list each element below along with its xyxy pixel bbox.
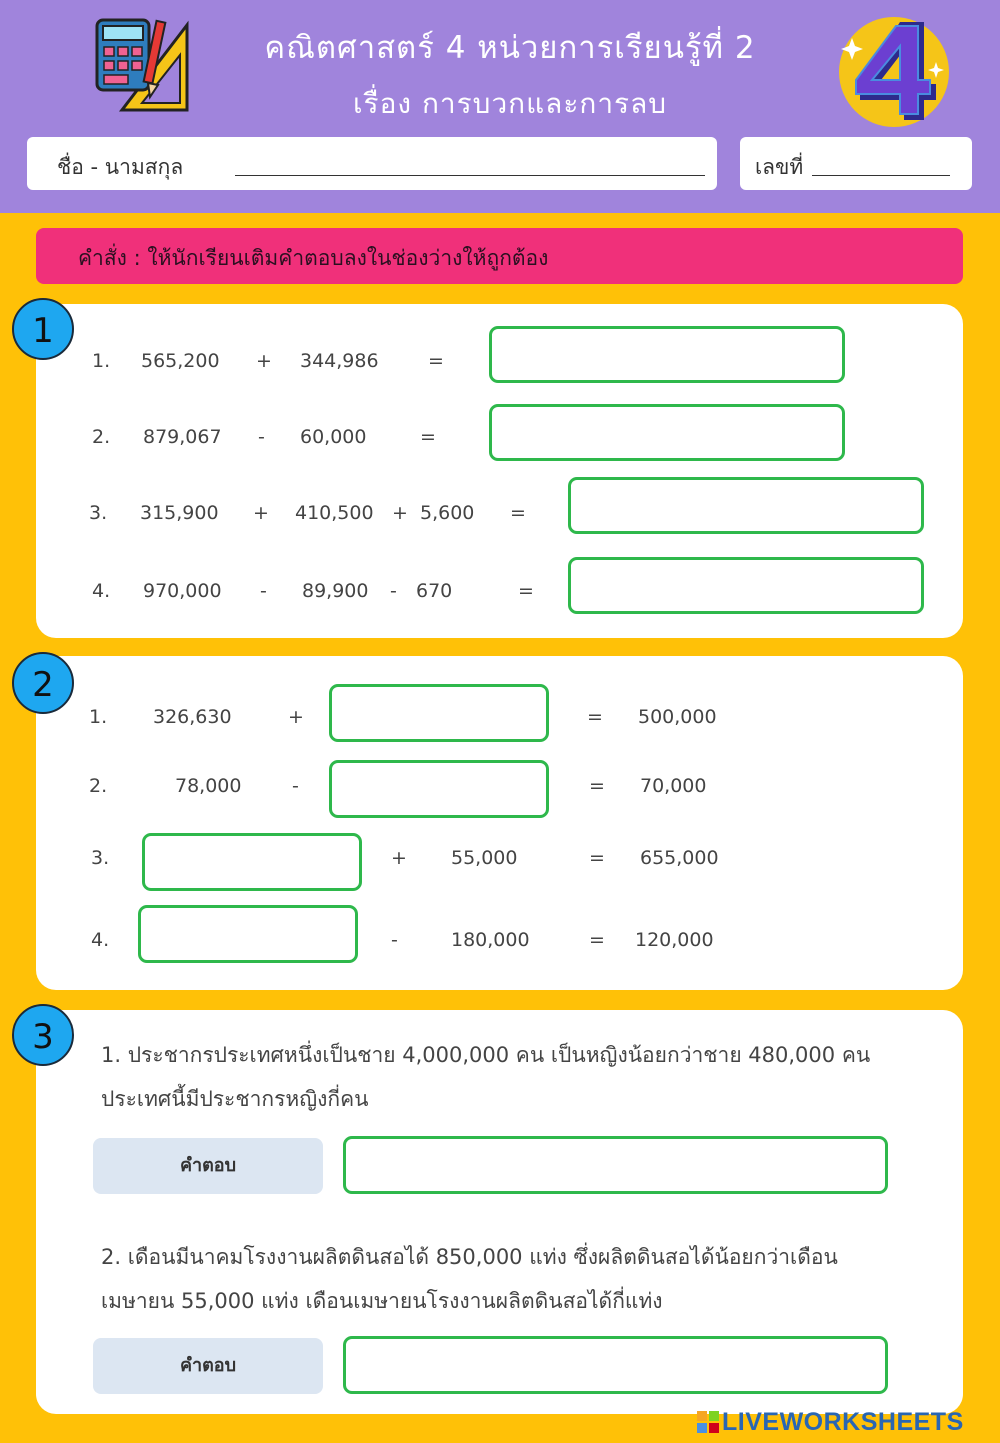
- q1-operand-b: 344,986: [300, 350, 379, 372]
- s2-q2-operator: -: [292, 775, 299, 797]
- section-2-badge: 2: [12, 652, 74, 714]
- liveworksheets-logo-icon: [697, 1411, 719, 1433]
- s2-q2-answer-input[interactable]: [329, 760, 549, 818]
- q1-operator: +: [256, 350, 272, 372]
- instruction-text: คำสั่ง : ให้นักเรียนเติมคำตอบลงในช่องว่างให้ถูกต้อง: [78, 246, 549, 270]
- q2-answer-input[interactable]: [489, 404, 845, 461]
- q1-equals: =: [428, 350, 444, 372]
- worksheet-title: คณิตศาสตร์ 4 หน่วยการเรียนรู้ที่ 2: [264, 30, 756, 66]
- worksheet-subtitle: เรื่อง การบวกและการลบ: [352, 87, 668, 120]
- answer-label-2: คำตอบ: [93, 1338, 323, 1394]
- s2-q4-result: 120,000: [635, 929, 714, 951]
- s2-q1-equals: =: [587, 706, 603, 728]
- liveworksheets-watermark[interactable]: [697, 1408, 964, 1437]
- q2-number: 2.: [92, 426, 111, 448]
- s2-q3-number: 3.: [91, 847, 110, 869]
- word-problem-2-answer-input[interactable]: [343, 1336, 888, 1394]
- name-label: ชื่อ - นามสกุล: [57, 155, 184, 179]
- number-four-badge-icon: [838, 16, 950, 128]
- section-2-card: [36, 656, 963, 990]
- s2-q1-answer-input[interactable]: [329, 684, 549, 742]
- q2-equals: =: [420, 426, 436, 448]
- s2-q4-operator: -: [391, 929, 398, 951]
- number-label: เลขที่: [755, 155, 804, 179]
- q3-operand-b: 410,500: [295, 502, 374, 524]
- s2-q2-operand-a: 78,000: [175, 775, 242, 797]
- student-number-field[interactable]: [740, 137, 972, 190]
- q4-answer-input[interactable]: [568, 557, 924, 614]
- s2-q3-result: 655,000: [640, 847, 719, 869]
- q4-operand-b: 89,900: [302, 580, 369, 602]
- number-line: [812, 175, 950, 176]
- s2-q2-result: 70,000: [640, 775, 707, 797]
- q3-answer-input[interactable]: [568, 477, 924, 534]
- q2-operator: -: [258, 426, 265, 448]
- word-problem-1-answer-input[interactable]: [343, 1136, 888, 1194]
- s2-q3-answer-input[interactable]: [142, 833, 362, 891]
- q1-answer-input[interactable]: [489, 326, 845, 383]
- q4-number: 4.: [92, 580, 111, 602]
- word-problem-1-line-2: ประเทศนี้มีประชากรหญิงกี่คน: [101, 1087, 369, 1111]
- q2-operand-b: 60,000: [300, 426, 367, 448]
- word-problem-2-line-2: เมษายน 55,000 แท่ง เดือนเมษายนโรงงานผลิตดินสอได้กี่แท่ง: [101, 1289, 663, 1313]
- s2-q2-equals: =: [589, 775, 605, 797]
- q4-operand-c: 670: [416, 580, 453, 602]
- s2-q1-number: 1.: [89, 706, 108, 728]
- section-1-card: [36, 304, 963, 638]
- q3-operator-2: +: [392, 502, 408, 524]
- s2-q4-answer-input[interactable]: [138, 905, 358, 963]
- q3-number: 3.: [89, 502, 108, 524]
- q3-operand-a: 315,900: [140, 502, 219, 524]
- watermark-text: LIVEWORKSHEETS: [722, 1408, 964, 1436]
- name-line: [235, 175, 705, 176]
- calculator-ruler-pencil-icon: [92, 15, 192, 115]
- s2-q4-number: 4.: [91, 929, 110, 951]
- header: [0, 0, 1000, 213]
- s2-q3-equals: =: [589, 847, 605, 869]
- s2-q1-operand-a: 326,630: [153, 706, 232, 728]
- q4-operator-1: -: [260, 580, 267, 602]
- q4-operator-2: -: [390, 580, 397, 602]
- name-field[interactable]: [27, 137, 717, 190]
- answer-label-1: คำตอบ: [93, 1138, 323, 1194]
- q3-operator-1: +: [253, 502, 269, 524]
- section-1-badge: 1: [12, 298, 74, 360]
- s2-q3-operand-b: 55,000: [451, 847, 518, 869]
- s2-q1-result: 500,000: [638, 706, 717, 728]
- q4-equals: =: [518, 580, 534, 602]
- s2-q3-operator: +: [391, 847, 407, 869]
- q4-operand-a: 970,000: [143, 580, 222, 602]
- q3-equals: =: [510, 502, 526, 524]
- q3-operand-c: 5,600: [420, 502, 475, 524]
- word-problem-1-line-1: 1. ประชากรประเทศหนึ่งเป็นชาย 4,000,000 คน เป็นหญิงน้อยกว่าชาย 480,000 คน: [101, 1043, 871, 1067]
- instruction-banner: [36, 228, 963, 284]
- s2-q4-equals: =: [589, 929, 605, 951]
- q1-number: 1.: [92, 350, 111, 372]
- section-3-card: [36, 1010, 963, 1414]
- section-3-badge: 3: [12, 1004, 74, 1066]
- s2-q4-operand-b: 180,000: [451, 929, 530, 951]
- q1-operand-a: 565,200: [141, 350, 220, 372]
- word-problem-2-line-1: 2. เดือนมีนาคมโรงงานผลิตดินสอได้ 850,000 แท่ง ซึ่งผลิตดินสอได้น้อยกว่าเดือน: [101, 1245, 838, 1269]
- s2-q2-number: 2.: [89, 775, 108, 797]
- q2-operand-a: 879,067: [143, 426, 222, 448]
- s2-q1-operator: +: [288, 706, 304, 728]
